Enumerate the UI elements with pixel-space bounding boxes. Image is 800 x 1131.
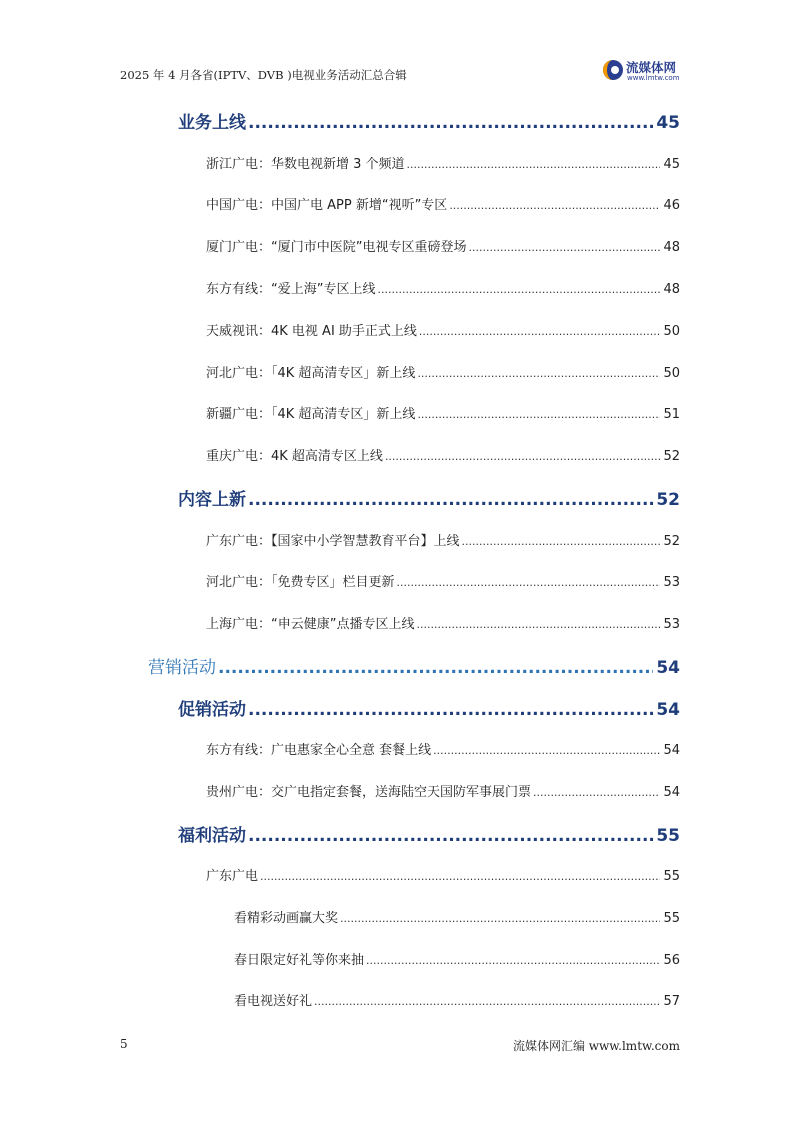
toc-entry[interactable]: 上海广电：“申云健康”点播专区上线 ..... 53 [206,613,680,632]
toc-entry[interactable]: 东方有线：广电惠家全心全意 套餐上线 ..... 54 [206,739,680,758]
page-header [120,58,680,88]
toc-entry[interactable]: 厦门广电：“厦门市中医院”电视专区重磅登场 ..... 48 [206,236,680,255]
toc-entry[interactable]: 看精彩动画赢大奖 ..... 55 [234,907,680,926]
toc-entry[interactable]: 春日限定好礼等你来抽 ..... 56 [234,949,680,968]
toc-entry[interactable]: 浙江广电：华数电视新增 3 个频道 ..... 45 [206,153,680,172]
toc-entry[interactable]: 广东广电 ..... 55 [206,865,680,884]
toc-entry[interactable]: 福利活动 ..... 55 [178,821,680,846]
footer-credit: 流媒体网汇编 www.lmtw.com [512,1039,680,1053]
toc-entry[interactable]: 业务上线 ..... 45 [178,108,680,133]
logo-url: www.lmtw.com [627,74,680,82]
page-number: 5 [120,1037,128,1051]
toc-entry[interactable]: 中国广电：中国广电 APP 新增“视听”专区 ..... 46 [206,194,680,213]
toc-entry[interactable]: 东方有线：“爱上海”专区上线 ..... 48 [206,278,680,297]
logo-name: 流媒体网 [626,60,677,75]
toc-entry[interactable]: 河北广电：「4K 超高清专区」新上线 ..... 50 [206,362,680,381]
document-title: 2025 年 4 月各省(IPTV、DVB )电视业务活动汇总合辑 [120,68,407,82]
toc-entry[interactable]: 贵州广电：交广电指定套餐，送海陆空天国防军事展门票 ..... 54 [206,781,680,800]
toc-entry[interactable]: 内容上新 ..... 52 [178,485,680,510]
toc-entry[interactable]: 重庆广电：4K 超高清专区上线 ..... 52 [206,445,680,464]
logo-icon [602,59,624,81]
toc-entry[interactable]: 营销活动 ..... 54 [148,653,680,678]
toc-entry[interactable]: 天威视讯：4K 电视 AI 助手正式上线 ..... 50 [206,320,680,339]
toc-entry[interactable]: 新疆广电：「4K 超高清专区」新上线 ..... 51 [206,403,680,422]
site-logo [602,58,684,84]
toc-entry[interactable]: 广东广电：【国家中小学智慧教育平台】上线 ..... 52 [206,530,680,549]
toc-entry[interactable]: 看电视送好礼 ..... 57 [234,990,680,1009]
toc-entry[interactable]: 促销活动 ..... 54 [178,695,680,720]
toc-entry[interactable]: 河北广电：「免费专区」栏目更新 ..... 53 [206,571,680,590]
